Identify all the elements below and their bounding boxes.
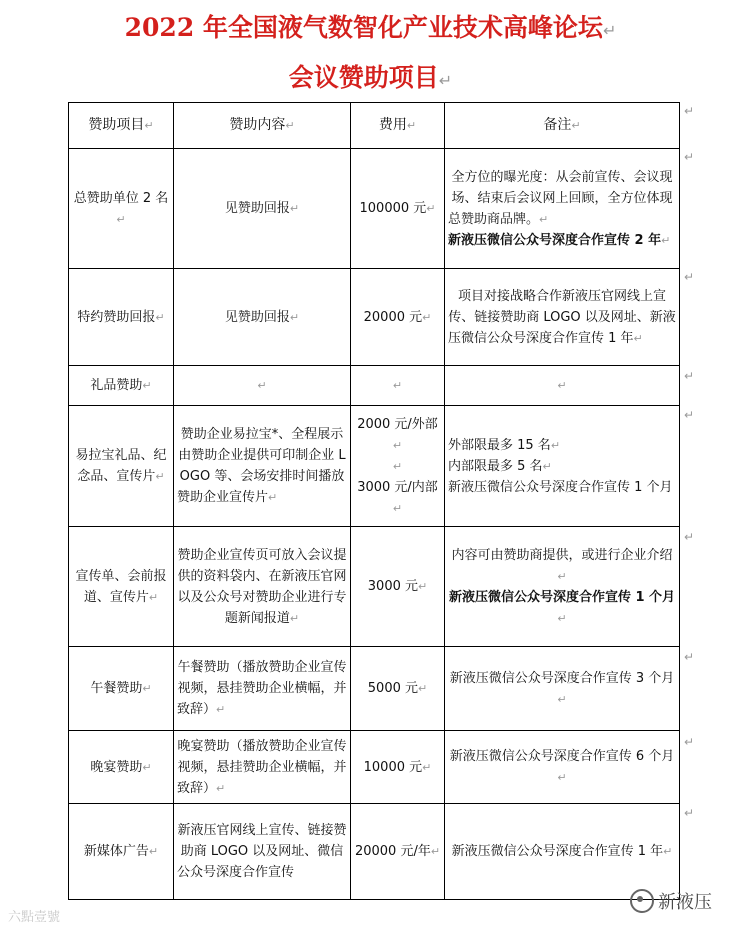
table-row: [69, 647, 680, 731]
table-header-row: [69, 103, 680, 149]
row-end-mark: ↵: [684, 806, 695, 820]
content-cell: 见赞助回报↵: [174, 149, 351, 269]
remark-cell: 内容可由赞助商提供，或进行企业介绍↵ 新液压微信公众号深度合作宣传 1 个月↵: [445, 527, 680, 647]
table-row: [69, 731, 680, 804]
table-row: [69, 804, 680, 900]
remark-cell: 新液压微信公众号深度合作宣传 6 个月↵: [445, 731, 680, 804]
wechat-account-icon: [630, 889, 654, 913]
header-fee: 费用↵: [351, 103, 445, 149]
document-title: 2022 年全国液气数智化产业技术高峰论坛↵: [124, 13, 617, 42]
content-cell: 新液压官网线上宣传、链接赞助商 LOGO 以及网址、微信公众号深度合作宣传: [174, 804, 351, 900]
fee-cell: ↵: [351, 366, 445, 406]
row-end-mark: ↵: [684, 650, 695, 664]
row-end-mark: ↵: [684, 530, 695, 544]
content-cell: 午餐赞助（播放赞助企业宣传视频，悬挂赞助企业横幅，并致辞）↵: [174, 647, 351, 731]
item-cell: 礼品赞助↵: [69, 366, 174, 406]
item-cell: 特约赞助回报↵: [69, 269, 174, 366]
fee-cell: 100000 元↵: [351, 149, 445, 269]
item-cell: 新媒体广告↵: [69, 804, 174, 900]
header-content: 赞助内容↵: [174, 103, 351, 149]
remark-cell: ↵: [445, 366, 680, 406]
fee-cell: 3000 元↵: [351, 527, 445, 647]
table-row: [69, 406, 680, 527]
document-subtitle: 会议赞助项目↵: [288, 63, 453, 92]
item-cell: 午餐赞助↵: [69, 647, 174, 731]
header-item: 赞助项目↵: [69, 103, 174, 149]
table-row: [69, 269, 680, 366]
header-remarks: 备注↵: [445, 103, 680, 149]
table-row: [69, 149, 680, 269]
row-end-mark: ↵: [684, 408, 695, 422]
item-cell: 宣传单、会前报道、宣传片↵: [69, 527, 174, 647]
fee-cell: 5000 元↵: [351, 647, 445, 731]
row-end-mark: ↵: [684, 150, 695, 164]
fee-cell: 20000 元↵: [351, 269, 445, 366]
remark-cell: 全方位的曝光度：从会前宣传、会议现场、结束后会议网上回顾，全方位体现总赞助商品牌。↵ 新液压微信公众号深度合作宣传 2 年↵: [445, 149, 680, 269]
content-cell: 赞助企业宣传页可放入会议提供的资料袋内、在新液压官网以及公众号对赞助企业进行专题新闻报道↵: [174, 527, 351, 647]
item-cell: 易拉宝礼品、纪念品、宣传片↵: [69, 406, 174, 527]
remark-cell: 外部限最多 15 名↵ 内部限最多 5 名↵ 新液压微信公众号深度合作宣传 1 个月: [445, 406, 680, 527]
table-row: [69, 527, 680, 647]
sponsorship-table: [68, 102, 680, 900]
remark-cell: 新液压微信公众号深度合作宣传 1 年↵: [445, 804, 680, 900]
row-end-mark: ↵: [684, 270, 695, 284]
content-cell: 晚宴赞助（播放赞助企业宣传视频，悬挂赞助企业横幅，并致辞）↵: [174, 731, 351, 804]
remark-cell: 项目对接战略合作新液压官网线上宣传、链接赞助商 LOGO 以及网址、新液压微信公众号深度合作宣传 1 年↵: [445, 269, 680, 366]
table-row: [69, 366, 680, 406]
watermark-right: [630, 888, 712, 914]
fee-cell: 10000 元↵: [351, 731, 445, 804]
item-cell: 总赞助单位 2 名↵: [69, 149, 174, 269]
fee-cell: 2000 元/外部↵ ↵ 3000 元/内部↵: [351, 406, 445, 527]
row-end-mark: ↵: [684, 735, 695, 749]
row-end-mark: ↵: [684, 369, 695, 383]
remark-cell: 新液压微信公众号深度合作宣传 3 个月↵: [445, 647, 680, 731]
item-cell: 晚宴赞助↵: [69, 731, 174, 804]
watermark-right-text: 新液压: [658, 892, 712, 913]
content-cell: 赞助企业易拉宝*、全程展示由赞助企业提供可印制企业 LOGO 等、会场安排时间播放赞助企业宣传片↵: [174, 406, 351, 527]
row-end-mark: ↵: [684, 104, 695, 118]
fee-cell: 20000 元/年↵: [351, 804, 445, 900]
content-cell: 见赞助回报↵: [174, 269, 351, 366]
content-cell: ↵: [174, 366, 351, 406]
watermark-left: 六點壹號: [8, 910, 61, 925]
